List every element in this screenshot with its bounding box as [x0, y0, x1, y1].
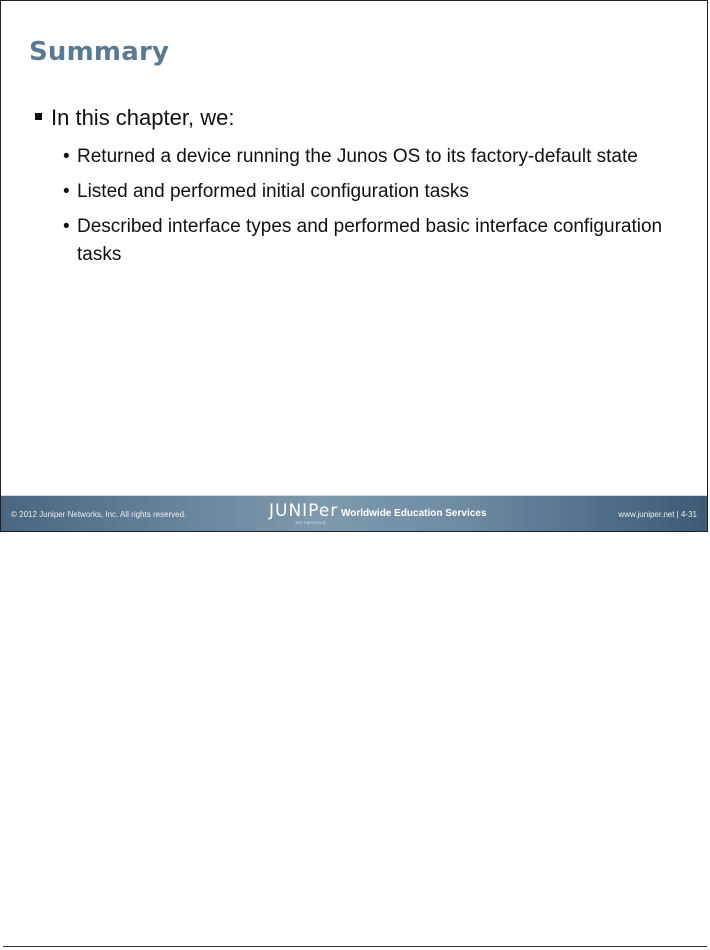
page-bottom-rule: [3, 946, 707, 947]
copyright-text: © 2012 Juniper Networks, Inc. All rights reserved.: [11, 510, 187, 519]
main-bullet: [35, 105, 234, 131]
sub-bullet-item: [63, 213, 663, 269]
dot-bullet-icon: •: [63, 181, 70, 202]
website-text: www.juniper.net: [618, 510, 675, 519]
juniper-logo: [269, 501, 339, 525]
page-number: 4-31: [680, 510, 697, 519]
sub-bullet-text: Described interface types and performed basic interface configuration tasks: [77, 216, 663, 265]
logo-text: JUNIPer: [269, 501, 339, 521]
slide-title: Summary: [29, 37, 170, 67]
sub-bullet-text: Returned a device running the Junos OS to its factory-default state: [77, 146, 638, 167]
separator-text: |: [676, 510, 679, 519]
sub-bullet-item: [63, 178, 663, 206]
dot-bullet-icon: •: [63, 146, 70, 167]
page-info: [618, 510, 697, 519]
logo-subtext: NETWORKS: [295, 520, 327, 525]
slide-footer: [1, 495, 707, 531]
sub-bullet-item: [63, 143, 663, 171]
main-bullet-text: In this chapter, we:: [51, 105, 235, 130]
dot-bullet-icon: •: [63, 216, 70, 237]
square-bullet-icon: [35, 113, 42, 120]
sub-bullet-text: Listed and performed initial configuration tasks: [77, 181, 469, 202]
sub-bullet-list: [63, 143, 663, 276]
services-text: Worldwide Education Services: [341, 508, 487, 519]
